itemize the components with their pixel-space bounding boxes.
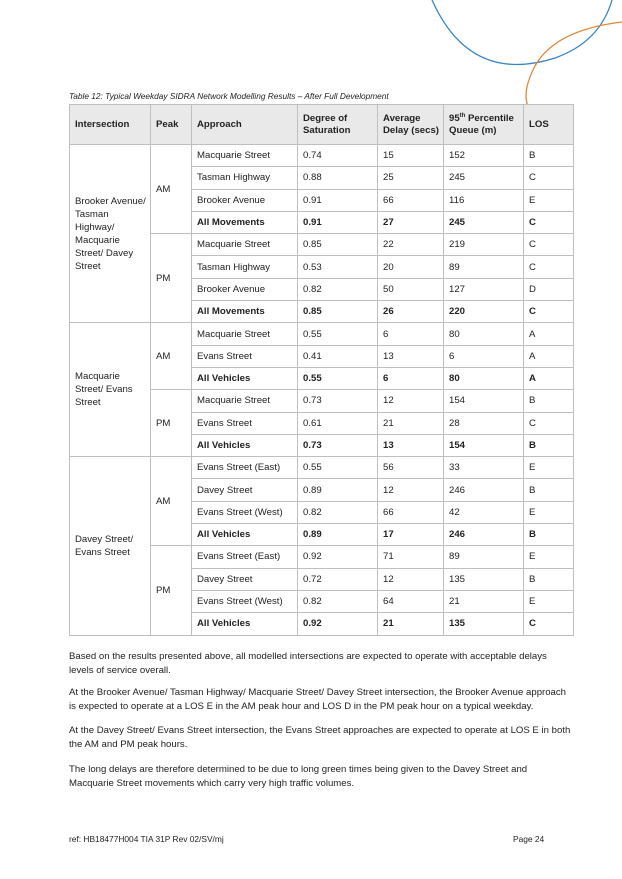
intersection-cell: Macquarie Street/ Evans Street xyxy=(70,323,151,457)
queue-cell: 33 xyxy=(444,457,524,479)
los-cell: D xyxy=(524,278,574,300)
approach-cell: Brooker Avenue xyxy=(192,278,298,300)
approach-cell: All Movements xyxy=(192,211,298,233)
delay-cell: 6 xyxy=(378,323,444,345)
paragraph-summary: Based on the results presented above, all modelled intersections are expected to operate with acceptable delays levels of service overall. xyxy=(69,651,547,676)
blue-arc xyxy=(432,0,612,65)
delay-cell: 6 xyxy=(378,367,444,389)
header-average-delay: Average Delay (secs) xyxy=(378,105,444,145)
queue-cell: 6 xyxy=(444,345,524,367)
queue-cell: 135 xyxy=(444,613,524,635)
queue-cell: 135 xyxy=(444,568,524,590)
dos-cell: 0.82 xyxy=(298,278,378,300)
queue-cell: 220 xyxy=(444,301,524,323)
table-body xyxy=(70,145,574,636)
los-cell: B xyxy=(524,145,574,167)
los-cell: C xyxy=(524,256,574,278)
header-95th-percentile-queue xyxy=(444,105,524,145)
approach-cell: All Vehicles xyxy=(192,613,298,635)
delay-cell: 13 xyxy=(378,345,444,367)
header-peak: Peak xyxy=(151,105,192,145)
footer-page-number: Page 24 xyxy=(513,834,545,844)
queue-cell: 154 xyxy=(444,434,524,456)
approach-cell: Macquarie Street xyxy=(192,323,298,345)
queue-cell: 245 xyxy=(444,211,524,233)
table-row xyxy=(70,323,574,345)
los-cell: C xyxy=(524,412,574,434)
approach-cell: Evans Street (East) xyxy=(192,546,298,568)
intersection-cell: Davey Street/ Evans Street xyxy=(70,457,151,635)
dos-cell: 0.82 xyxy=(298,590,378,612)
los-cell: B xyxy=(524,479,574,501)
approach-cell: Brooker Avenue xyxy=(192,189,298,211)
header-los: LOS xyxy=(524,105,574,145)
queue-cell: 127 xyxy=(444,278,524,300)
queue-cell: 246 xyxy=(444,524,524,546)
dos-cell: 0.73 xyxy=(298,434,378,456)
dos-cell: 0.61 xyxy=(298,412,378,434)
header-queue-text: Percentile Queue (m) xyxy=(449,112,514,136)
approach-cell: Macquarie Street xyxy=(192,234,298,256)
dos-cell: 0.55 xyxy=(298,367,378,389)
approach-cell: Evans Street xyxy=(192,412,298,434)
delay-cell: 12 xyxy=(378,390,444,412)
delay-cell: 20 xyxy=(378,256,444,278)
queue-cell: 89 xyxy=(444,546,524,568)
approach-cell: Evans Street (West) xyxy=(192,590,298,612)
los-cell: C xyxy=(524,301,574,323)
delay-cell: 21 xyxy=(378,613,444,635)
approach-cell: Tasman Highway xyxy=(192,256,298,278)
dos-cell: 0.55 xyxy=(298,457,378,479)
table-row xyxy=(70,457,574,479)
header-degree-of-saturation: Degree of Saturation xyxy=(298,105,378,145)
los-cell: C xyxy=(524,167,574,189)
dos-cell: 0.85 xyxy=(298,301,378,323)
los-cell: B xyxy=(524,390,574,412)
approach-cell: All Movements xyxy=(192,301,298,323)
delay-cell: 64 xyxy=(378,590,444,612)
approach-cell: Evans Street xyxy=(192,345,298,367)
approach-cell: All Vehicles xyxy=(192,434,298,456)
queue-cell: 245 xyxy=(444,167,524,189)
delay-cell: 25 xyxy=(378,167,444,189)
los-cell: A xyxy=(524,345,574,367)
delay-cell: 15 xyxy=(378,145,444,167)
approach-cell: Davey Street xyxy=(192,479,298,501)
dos-cell: 0.89 xyxy=(298,524,378,546)
delay-cell: 66 xyxy=(378,501,444,523)
los-cell: E xyxy=(524,189,574,211)
queue-cell: 80 xyxy=(444,323,524,345)
los-cell: E xyxy=(524,457,574,479)
los-cell: B xyxy=(524,524,574,546)
peak-cell: PM xyxy=(151,390,192,457)
queue-cell: 246 xyxy=(444,479,524,501)
dos-cell: 0.53 xyxy=(298,256,378,278)
header-queue-superscript: th xyxy=(459,112,466,119)
orange-arc xyxy=(526,22,622,110)
delay-cell: 17 xyxy=(378,524,444,546)
queue-cell: 89 xyxy=(444,256,524,278)
peak-cell: PM xyxy=(151,234,192,323)
paragraph-davey-evans: At the Davey Street/ Evans Street intersection, the Evans Street approaches are expected to operate at LOS E in both the AM and PM peak hours. xyxy=(69,725,571,750)
dos-cell: 0.82 xyxy=(298,501,378,523)
approach-cell: Macquarie Street xyxy=(192,145,298,167)
los-cell: C xyxy=(524,613,574,635)
los-cell: A xyxy=(524,367,574,389)
delay-cell: 56 xyxy=(378,457,444,479)
approach-cell: All Vehicles xyxy=(192,367,298,389)
approach-cell: All Vehicles xyxy=(192,524,298,546)
los-cell: E xyxy=(524,590,574,612)
table-caption: Table 12: Typical Weekday SIDRA Network Modelling Results – After Full Development xyxy=(69,91,389,101)
queue-cell: 21 xyxy=(444,590,524,612)
approach-cell: Davey Street xyxy=(192,568,298,590)
intersection-cell: Brooker Avenue/ Tasman Highway/ Macquarie Street/ Davey Street xyxy=(70,145,151,323)
los-cell: A xyxy=(524,323,574,345)
dos-cell: 0.92 xyxy=(298,546,378,568)
peak-cell: PM xyxy=(151,546,192,635)
los-cell: B xyxy=(524,434,574,456)
footer-reference: ref: HB18477H004 TIA 31P Rev 02/SV/mj xyxy=(69,834,224,844)
dos-cell: 0.55 xyxy=(298,323,378,345)
queue-cell: 154 xyxy=(444,390,524,412)
delay-cell: 12 xyxy=(378,479,444,501)
los-cell: C xyxy=(524,211,574,233)
delay-cell: 50 xyxy=(378,278,444,300)
los-cell: C xyxy=(524,234,574,256)
header-queue-number: 95 xyxy=(449,112,460,124)
delay-cell: 21 xyxy=(378,412,444,434)
queue-cell: 219 xyxy=(444,234,524,256)
dos-cell: 0.88 xyxy=(298,167,378,189)
approach-cell: Evans Street (West) xyxy=(192,501,298,523)
dos-cell: 0.91 xyxy=(298,211,378,233)
peak-cell: AM xyxy=(151,145,192,234)
delay-cell: 27 xyxy=(378,211,444,233)
dos-cell: 0.91 xyxy=(298,189,378,211)
queue-cell: 116 xyxy=(444,189,524,211)
paragraph-brooker-avenue: At the Brooker Avenue/ Tasman Highway/ Macquarie Street/ Davey Street intersection, the Brooker Avenue approach is expected to operate at a LOS E in the AM peak hour and LOS D in the PM peak hour on a typical weekday. xyxy=(69,687,567,712)
peak-cell: AM xyxy=(151,457,192,546)
header-approach: Approach xyxy=(192,105,298,145)
queue-cell: 42 xyxy=(444,501,524,523)
sidra-results-table xyxy=(69,104,574,636)
header-intersection: Intersection xyxy=(70,105,151,145)
delay-cell: 13 xyxy=(378,434,444,456)
delay-cell: 71 xyxy=(378,546,444,568)
dos-cell: 0.41 xyxy=(298,345,378,367)
queue-cell: 152 xyxy=(444,145,524,167)
approach-cell: Evans Street (East) xyxy=(192,457,298,479)
dos-cell: 0.73 xyxy=(298,390,378,412)
dos-cell: 0.89 xyxy=(298,479,378,501)
delay-cell: 66 xyxy=(378,189,444,211)
approach-cell: Macquarie Street xyxy=(192,390,298,412)
dos-cell: 0.85 xyxy=(298,234,378,256)
los-cell: E xyxy=(524,546,574,568)
dos-cell: 0.72 xyxy=(298,568,378,590)
los-cell: B xyxy=(524,568,574,590)
dos-cell: 0.74 xyxy=(298,145,378,167)
table-header-row xyxy=(70,105,574,145)
queue-cell: 80 xyxy=(444,367,524,389)
approach-cell: Tasman Highway xyxy=(192,167,298,189)
delay-cell: 12 xyxy=(378,568,444,590)
dos-cell: 0.92 xyxy=(298,613,378,635)
peak-cell: AM xyxy=(151,323,192,390)
los-cell: E xyxy=(524,501,574,523)
queue-cell: 28 xyxy=(444,412,524,434)
table-row xyxy=(70,145,574,167)
paragraph-long-delays: The long delays are therefore determined to be due to long green times being given to the Davey Street and Macquarie Street movements which carry very high traffic volumes. xyxy=(69,764,528,789)
delay-cell: 26 xyxy=(378,301,444,323)
delay-cell: 22 xyxy=(378,234,444,256)
